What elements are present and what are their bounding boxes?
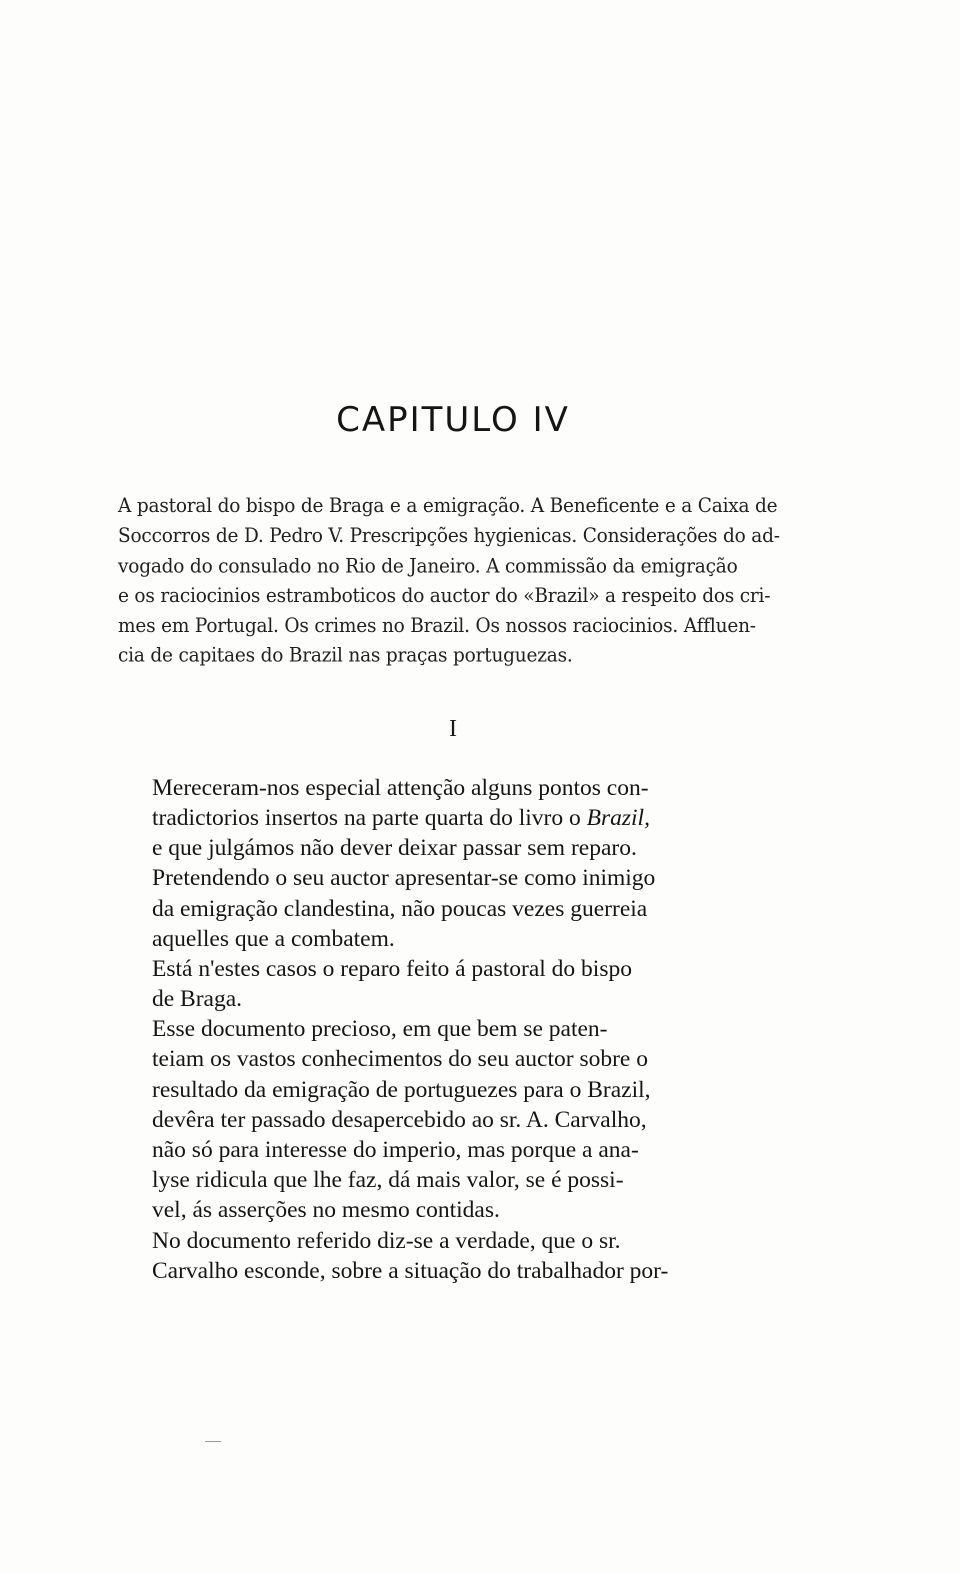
text-line: lyse ridicula que lhe faz, dá mais valor, se é possi- bbox=[152, 1167, 624, 1194]
text-line: aquelles que a combatem. bbox=[152, 925, 395, 952]
text-line: Esse documento precioso, em que bem se paten- bbox=[152, 1016, 608, 1043]
paragraph-3 bbox=[118, 954, 788, 1014]
synopsis-line: Soccorros de D. Pedro V. Prescripções hygienicas. Considerações do ad- bbox=[118, 525, 780, 548]
synopsis-line: mes em Portugal. Os crimes no Brazil. Os nossos raciocinios. Affluen- bbox=[118, 615, 756, 638]
paragraph-5 bbox=[118, 1226, 788, 1286]
synopsis-line: e os raciocinios estramboticos do auctor do «Brazil» a respeito dos cri- bbox=[118, 585, 771, 608]
text-line: Pretendendo o seu auctor apresentar-se como inimigo bbox=[152, 865, 656, 892]
synopsis-line: cia de capitaes do Brazil nas praças portuguezas. bbox=[118, 645, 573, 668]
page-rule-mark bbox=[205, 1441, 221, 1442]
text-line: Está n'estes casos o reparo feito á pastoral do bispo bbox=[152, 955, 632, 982]
body-text bbox=[118, 773, 788, 1286]
text-line: de Braga. bbox=[152, 986, 243, 1013]
text-line: Carvalho esconde, sobre a situação do trabalhador por- bbox=[152, 1257, 669, 1284]
synopsis-line: vogado do consulado no Rio de Janeiro. A commissão da emigração bbox=[118, 555, 738, 578]
section-number: I bbox=[449, 715, 457, 742]
text-line bbox=[118, 803, 788, 833]
book-title-italic: Brazil, bbox=[586, 804, 650, 831]
text-fragment: tradictorios insertos na parte quarta do livro o bbox=[152, 804, 587, 831]
text-line: resultado da emigração de portuguezes para o Brazil, bbox=[152, 1076, 651, 1103]
text-line: não só para interesse do imperio, mas porque a ana- bbox=[152, 1137, 639, 1164]
page-title: CAPITULO IV bbox=[336, 400, 570, 440]
text-line: teiam os vastos conhecimentos do seu auctor sobre o bbox=[152, 1046, 648, 1073]
text-line: da emigração clandestina, não poucas vezes guerreia bbox=[152, 895, 648, 922]
synopsis-line: A pastoral do bispo de Braga e a emigração. A Beneficente e a Caixa de bbox=[118, 495, 778, 518]
text-line: Mereceram-nos especial attenção alguns pontos con- bbox=[152, 774, 649, 801]
text-line: vel, ás asserções no mesmo contidas. bbox=[152, 1197, 500, 1224]
paragraph-2 bbox=[118, 863, 788, 954]
text-line: e que julgámos não dever deixar passar sem reparo. bbox=[152, 835, 637, 862]
page-content bbox=[118, 400, 788, 1286]
text-line: devêra ter passado desapercebido ao sr. A. Carvalho, bbox=[152, 1106, 647, 1133]
paragraph-4 bbox=[118, 1014, 788, 1225]
chapter-synopsis bbox=[118, 492, 788, 672]
text-line: No documento referido diz-se a verdade, que o sr. bbox=[152, 1227, 621, 1254]
paragraph-1 bbox=[118, 773, 788, 864]
